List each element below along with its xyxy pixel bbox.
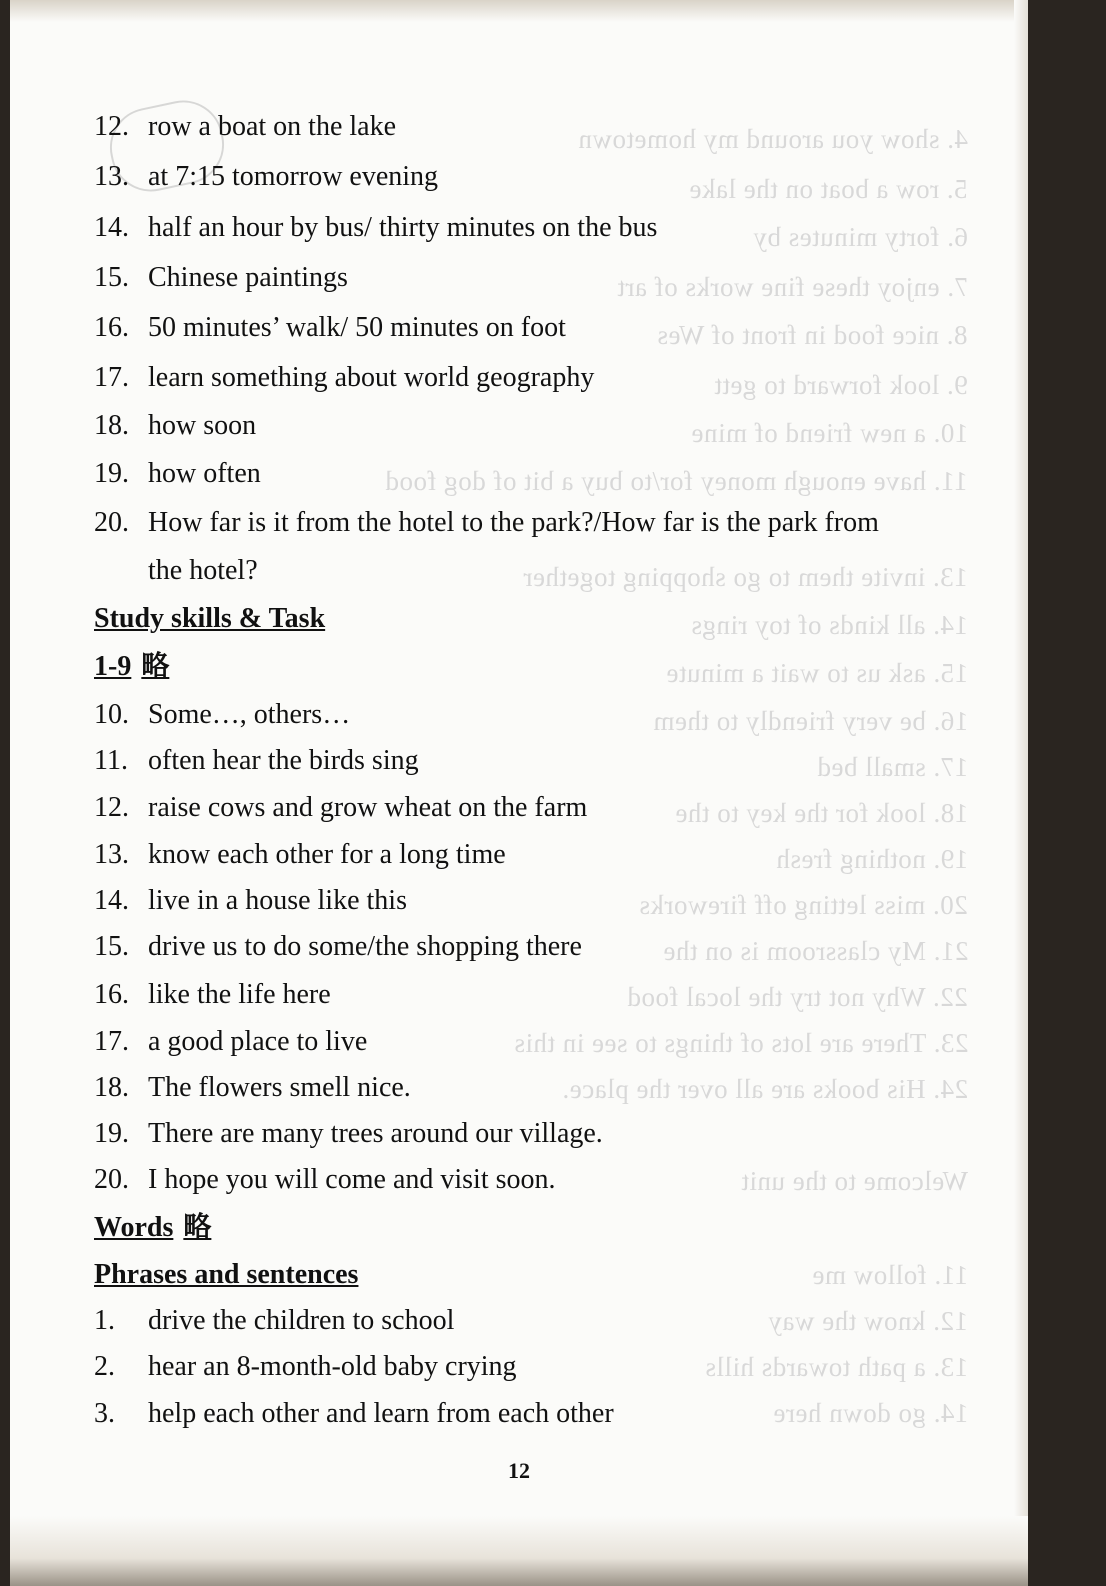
ghost-line: 7. enjoy these fine works of art: [616, 272, 968, 302]
answer-line: 15. drive us to do some/the shopping there: [94, 931, 582, 962]
answer-line: 3. help each other and learn from each other: [94, 1398, 614, 1429]
answer-line: 18. The flowers smell nice.: [94, 1072, 411, 1103]
page-top-edge: [10, 0, 1028, 22]
ghost-line: 10. a new friend of mine: [690, 418, 968, 448]
ghost-line: 19. nothing fresh: [775, 844, 968, 874]
ghost-line: 12. know the way: [768, 1306, 968, 1336]
ghost-line: 11. follow me: [811, 1260, 968, 1290]
answer-line: 17. a good place to live: [94, 1026, 368, 1057]
ghost-line: 11. have enough money for/to buy a bit of dog food: [385, 466, 968, 496]
ghost-line: 4. show you around my hometown: [578, 124, 968, 154]
ghost-line: 17. small bed: [816, 752, 968, 782]
answer-line: 12. raise cows and grow wheat on the farm: [94, 792, 588, 823]
answer-line: 20. I hope you will come and visit soon.: [94, 1164, 556, 1195]
answer-line: 2. hear an 8-month-old baby crying: [94, 1351, 517, 1382]
ghost-line: 20. miss letting off fireworks: [639, 890, 968, 920]
page-spine-shadow: [1014, 0, 1028, 1586]
answer-line: 10. Some…, others…: [94, 699, 351, 730]
document-page: [10, 0, 1028, 1586]
ghost-line: Welcome to the unit: [740, 1166, 968, 1196]
answer-line: 20. How far is it from the hotel to the park?/How far is the park from: [94, 507, 879, 538]
ghost-line: 15. ask us to wait a minute: [665, 658, 968, 688]
section-heading-words: Words 略: [94, 1212, 212, 1243]
page-bottom-edge: [10, 1516, 1028, 1586]
answer-line: 16. like the life here: [94, 979, 331, 1010]
answer-line: 15. Chinese paintings: [94, 262, 348, 293]
section-heading-phrases: Phrases and sentences: [94, 1259, 359, 1290]
ghost-line: 6. forty minutes by: [753, 222, 968, 252]
page-number: 12: [508, 1458, 530, 1483]
ghost-line: 18. look for the key to the: [674, 798, 968, 828]
ghost-line: 8. nice food in front of Wes: [657, 320, 968, 350]
ghost-line: 22. Why not try the local food: [627, 982, 968, 1012]
answer-line: 16. 50 minutes’ walk/ 50 minutes on foot: [94, 312, 566, 343]
ghost-line: 21. My classroom is on the: [662, 936, 968, 966]
answer-line: 13. know each other for a long time: [94, 839, 506, 870]
ghost-line: 14. go down here: [772, 1398, 968, 1428]
answer-line: 11. often hear the birds sing: [94, 745, 419, 776]
answer-line: 14. half an hour by bus/ thirty minutes on the bus: [94, 212, 658, 243]
range-heading: 1-9 略: [94, 651, 170, 682]
answer-line: 17. learn something about world geography: [94, 362, 595, 393]
ghost-line: 13. a path towards hills: [704, 1352, 968, 1382]
answer-line: 19. how often: [94, 458, 261, 489]
answer-line: 18. how soon: [94, 410, 257, 441]
ghost-line: 23. There are lots of things to see in this: [513, 1028, 968, 1058]
section-heading-study-skills: Study skills & Task: [94, 603, 326, 634]
answer-line: 1. drive the children to school: [94, 1305, 455, 1336]
answer-line: 19. There are many trees around our village.: [94, 1118, 603, 1149]
ghost-line: 9. look forward to gett: [714, 370, 968, 400]
ghost-line: 13. invite them to go shopping together: [523, 562, 968, 592]
ghost-line: 14. all kinds of toy rings: [691, 610, 968, 640]
answer-line: 12. row a boat on the lake: [94, 111, 397, 142]
ghost-line: 24. His books are all over the place.: [561, 1074, 968, 1104]
ghost-line: 5. row a boat on the lake: [689, 174, 968, 204]
answer-line-continuation: the hotel?: [148, 555, 258, 586]
answer-line: 13. at 7:15 tomorrow evening: [94, 161, 439, 192]
answer-line: 14. live in a house like this: [94, 885, 407, 916]
ghost-line: 16. be very friendly to them: [652, 706, 968, 736]
